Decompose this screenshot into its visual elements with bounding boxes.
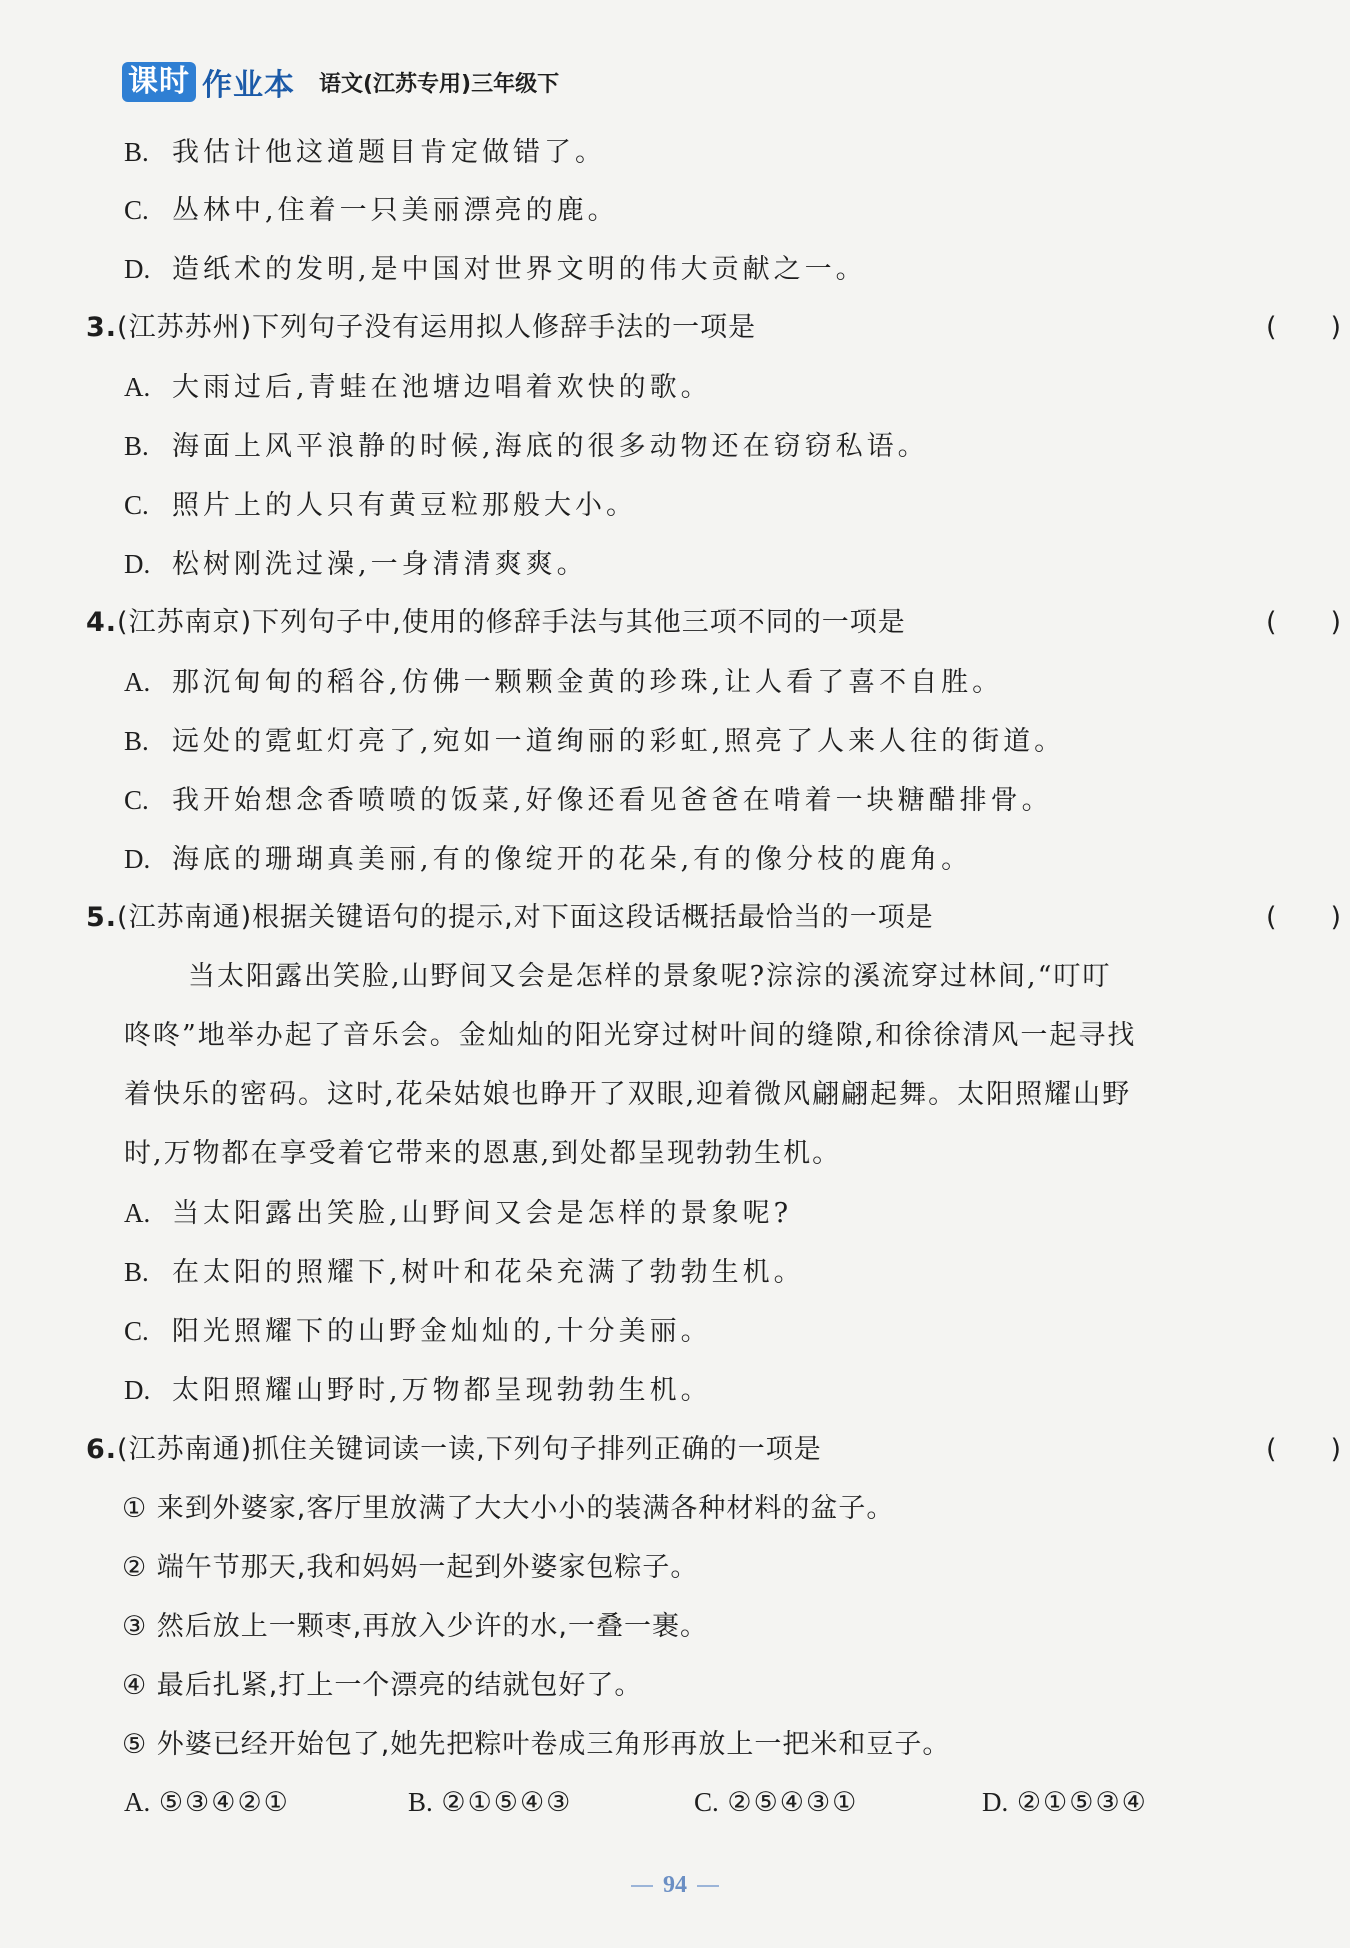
passage-line: 咚咚”地举办起了音乐会。金灿灿的阳光穿过树叶间的缝隙,和徐徐清风一起寻找: [124, 1020, 1137, 1051]
logo-badge: 课时: [122, 62, 196, 102]
q3-option-b: B. 海面上风平浪静的时候,海底的很多动物还在窃窃私语。: [124, 431, 929, 462]
logo-title: 作业本: [202, 68, 295, 103]
answer-bracket: ( ): [1266, 902, 1342, 933]
page-number-dash: [697, 1885, 719, 1887]
subject-label: 语文(江苏专用)三年级下: [319, 71, 560, 97]
q6-option-d: D. ②①⑤③④: [982, 1787, 1148, 1818]
answer-bracket: ( ): [1266, 607, 1342, 638]
q2-option-b: B. 我估计他这道题目肯定做错了。: [124, 137, 606, 168]
q6-option-b: B. ②①⑤④③: [408, 1787, 573, 1818]
question-number: 3.: [86, 312, 118, 343]
q5-option-c: C. 阳光照耀下的山野金灿灿的,十分美丽。: [124, 1316, 712, 1347]
sequence-sentence: ⑤ 外婆已经开始包了,她先把粽叶卷成三角形再放上一把米和豆子。: [122, 1729, 951, 1760]
sequence-sentence: ① 来到外婆家,客厅里放满了大大小小的装满各种材料的盆子。: [122, 1493, 895, 1524]
passage-line: 着快乐的密码。这时,花朵姑娘也睁开了双眼,迎着微风翩翩起舞。太阳照耀山野: [124, 1079, 1132, 1110]
question-4-stem: 4.(江苏南京)下列句子中,使用的修辞手法与其他三项不同的一项是 ( ): [86, 603, 1286, 643]
page-number-dash: [631, 1885, 653, 1887]
q6-option-c: C. ②⑤④③①: [694, 1787, 859, 1818]
question-3-stem: 3.(江苏苏州)下列句子没有运用拟人修辞手法的一项是 ( ): [86, 308, 1286, 348]
q6-option-a: A. ⑤③④②①: [124, 1787, 290, 1818]
sequence-sentence: ④ 最后扎紧,打上一个漂亮的结就包好了。: [122, 1670, 643, 1701]
q3-option-c: C. 照片上的人只有黄豆粒那般大小。: [124, 490, 637, 521]
q5-option-b: B. 在太阳的照耀下,树叶和花朵充满了勃勃生机。: [124, 1257, 805, 1288]
q3-option-a: A. 大雨过后,青蛙在池塘边唱着欢快的歌。: [124, 372, 712, 403]
passage-line: 当太阳露出笑脸,山野间又会是怎样的景象呢?淙淙的溪流穿过林间,“叮叮: [188, 961, 1112, 992]
page-number: 94: [0, 1872, 1350, 1899]
question-6-stem: 6.(江苏南通)抓住关键词读一读,下列句子排列正确的一项是 ( ): [86, 1430, 1286, 1470]
q2-option-c: C. 丛林中,住着一只美丽漂亮的鹿。: [124, 195, 619, 226]
q5-option-a: A. 当太阳露出笑脸,山野间又会是怎样的景象呢?: [124, 1198, 793, 1229]
q4-option-c: C. 我开始想念香喷喷的饭菜,好像还看见爸爸在啃着一块糖醋排骨。: [124, 785, 1053, 816]
question-number: 5.: [86, 902, 118, 933]
question-5-stem: 5.(江苏南通)根据关键语句的提示,对下面这段话概括最恰当的一项是 ( ): [86, 898, 1286, 938]
question-number: 4.: [86, 607, 118, 638]
answer-bracket: ( ): [1266, 1434, 1342, 1465]
q2-option-d: D. 造纸术的发明,是中国对世界文明的伟大贡献之一。: [124, 254, 867, 285]
q4-option-a: A. 那沉甸甸的稻谷,仿佛一颗颗金黄的珍珠,让人看了喜不自胜。: [124, 667, 1004, 698]
passage-line: 时,万物都在享受着它带来的恩惠,到处都呈现勃勃生机。: [124, 1138, 842, 1169]
sequence-sentence: ③ 然后放上一颗枣,再放入少许的水,一叠一裹。: [122, 1611, 708, 1642]
q4-option-b: B. 远处的霓虹灯亮了,宛如一道绚丽的彩虹,照亮了人来人往的街道。: [124, 726, 1066, 757]
q4-option-d: D. 海底的珊瑚真美丽,有的像绽开的花朵,有的像分枝的鹿角。: [124, 844, 973, 875]
question-number: 6.: [86, 1434, 118, 1465]
book-logo: [122, 60, 295, 104]
q5-option-d: D. 太阳照耀山野时,万物都呈现勃勃生机。: [124, 1375, 712, 1406]
answer-bracket: ( ): [1266, 312, 1342, 343]
page-header: [122, 60, 559, 104]
q3-option-d: D. 松树刚洗过澡,一身清清爽爽。: [124, 549, 588, 580]
sequence-sentence: ② 端午节那天,我和妈妈一起到外婆家包粽子。: [122, 1552, 699, 1583]
